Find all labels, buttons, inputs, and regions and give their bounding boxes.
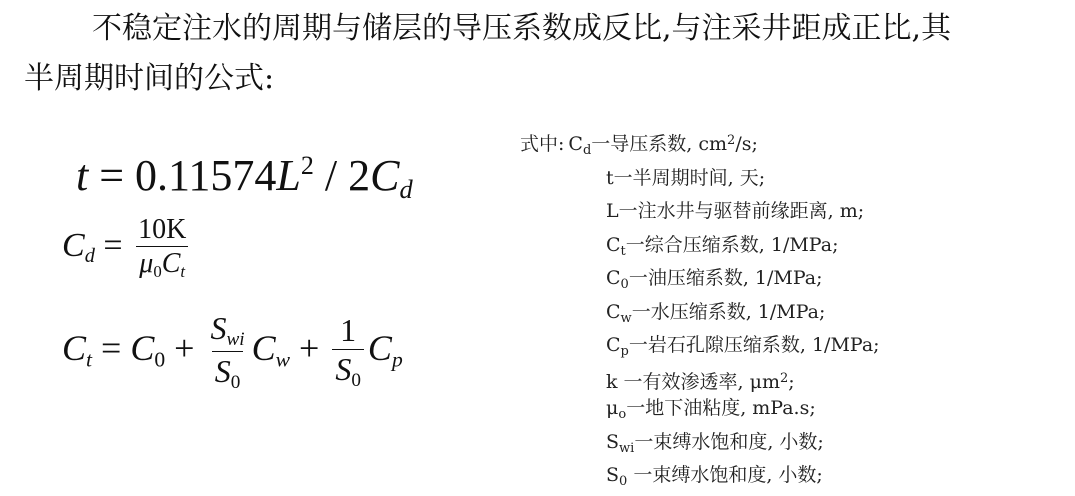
definition-tail: /s; (735, 133, 758, 155)
formula3-Cw: C (251, 328, 276, 369)
definition-superscript: 2 (780, 370, 789, 386)
formula2-t-sub: t (180, 262, 186, 282)
definition-row (606, 165, 880, 199)
formula2-fraction (135, 214, 189, 282)
definition-symbol: C (606, 300, 621, 323)
definition-symbol: k (606, 370, 618, 393)
definition-text: 一油压缩系数, 1/MPa; (628, 267, 823, 289)
formula2-num-text: 10K (138, 214, 187, 245)
formula3-swi-s: S (210, 310, 227, 346)
formula2-d: d (84, 245, 95, 268)
formula3-one: 1 (340, 312, 357, 349)
formula3-fraction-1 (207, 310, 247, 394)
formula3-t-sub: t (86, 347, 93, 372)
formula-half-period (76, 150, 413, 205)
paragraph-line-2: 半周期时间的公式: (24, 61, 275, 96)
formula2-Ct: C (161, 248, 181, 280)
definition-subscript: p (620, 344, 629, 359)
paragraph-line-1: 不稳定注水的周期与储层的导压系数成反比,与注采井距成正比,其 (92, 11, 952, 46)
formula2-eq: = (94, 226, 132, 264)
definition-symbol: C (606, 334, 621, 356)
definition-text: 一导压系数, cm (591, 133, 728, 155)
definition-text: 一半周期时间, 天; (613, 166, 766, 189)
definition-row (606, 232, 880, 266)
definition-subscript: o (618, 407, 627, 422)
formula1-t: t (76, 151, 89, 200)
formula3-w-sub: w (275, 347, 291, 372)
definition-row (606, 366, 880, 396)
definition-symbol: S (606, 430, 620, 453)
formula2-denominator (136, 246, 188, 282)
formula3-C0: C (130, 328, 155, 369)
formula2-mu: μ (139, 248, 154, 280)
formula3-s0b-s: S (335, 350, 352, 387)
formula3-s0b-sub: 0 (351, 369, 361, 391)
formula1-eq: = 0.11574 (88, 151, 277, 200)
definition-symbol: L (606, 200, 619, 222)
formula3-zero: 0 (154, 347, 166, 372)
definition-symbol: C (606, 267, 621, 289)
definition-text: 一地下油粘度, mPa.s; (626, 397, 816, 419)
formula3-eq: = (92, 328, 131, 369)
formula2-C: C (62, 226, 85, 264)
formula1-C: C (370, 151, 400, 200)
formula3-swi-sub: wi (226, 328, 245, 350)
formula2-mu-sub: 0 (153, 262, 162, 282)
formula1-div: / 2 (313, 151, 371, 200)
formula3-frac2-den (332, 349, 364, 392)
definition-text: 一束缚水饱和度, 小数; (634, 430, 824, 453)
formula3-Cp: C (367, 328, 392, 369)
definition-subscript: d (582, 143, 592, 158)
formula3-fraction-2 (332, 312, 364, 392)
variable-definitions (520, 128, 880, 496)
definition-subscript: w (620, 310, 632, 326)
formula1-L: L (276, 151, 301, 200)
definition-symbol: S (606, 464, 620, 486)
definition-text: 一岩石孔隙压缩系数, 1/MPa; (628, 334, 880, 356)
definition-text: 一注水井与驱替前缘距离, m; (618, 200, 865, 222)
formula-total-compressibility (62, 310, 403, 394)
formula3-frac1-den (212, 351, 244, 394)
formula3-plus-1: + (165, 328, 204, 369)
definition-symbol: t (606, 166, 614, 189)
definition-subscript: t (620, 243, 626, 259)
definition-row (606, 332, 880, 366)
definition-row (606, 429, 880, 463)
formula3-C: C (62, 328, 87, 369)
formula3-plus-2: + (290, 328, 329, 369)
formula3-s0-sub: 0 (230, 371, 241, 393)
definition-symbol: C (606, 233, 621, 256)
formula1-square: 2 (300, 151, 314, 180)
definition-symbol: μ (606, 397, 619, 419)
definition-subscript: 0 (619, 474, 628, 489)
definition-row (606, 198, 880, 232)
formula3-s0-s: S (214, 352, 231, 389)
formula3-frac1-num (207, 310, 247, 351)
definition-row (606, 462, 880, 496)
definition-row (606, 265, 880, 299)
definition-text: 一水压缩系数, 1/MPa; (631, 300, 826, 323)
formula1-d: d (399, 173, 413, 204)
definition-superscript: 2 (727, 133, 736, 148)
definition-row (520, 128, 880, 165)
formula-diffusivity (62, 214, 193, 282)
definitions-lead: 式中: (520, 133, 565, 155)
formula3-p-sub: p (391, 347, 403, 372)
definition-tail: ; (788, 370, 795, 393)
definition-text: 一束缚水饱和度, 小数; (627, 464, 823, 486)
definition-symbol: C (568, 133, 583, 155)
definition-text: 一有效渗透率, μm (617, 370, 780, 393)
definition-subscript: wi (619, 440, 635, 456)
formula2-numerator (135, 214, 189, 246)
formula3-frac2-num (337, 312, 359, 349)
definition-row (606, 395, 880, 429)
definition-text: 一综合压缩系数, 1/MPa; (625, 233, 839, 256)
definition-row (606, 299, 880, 333)
definition-subscript: 0 (620, 277, 629, 292)
